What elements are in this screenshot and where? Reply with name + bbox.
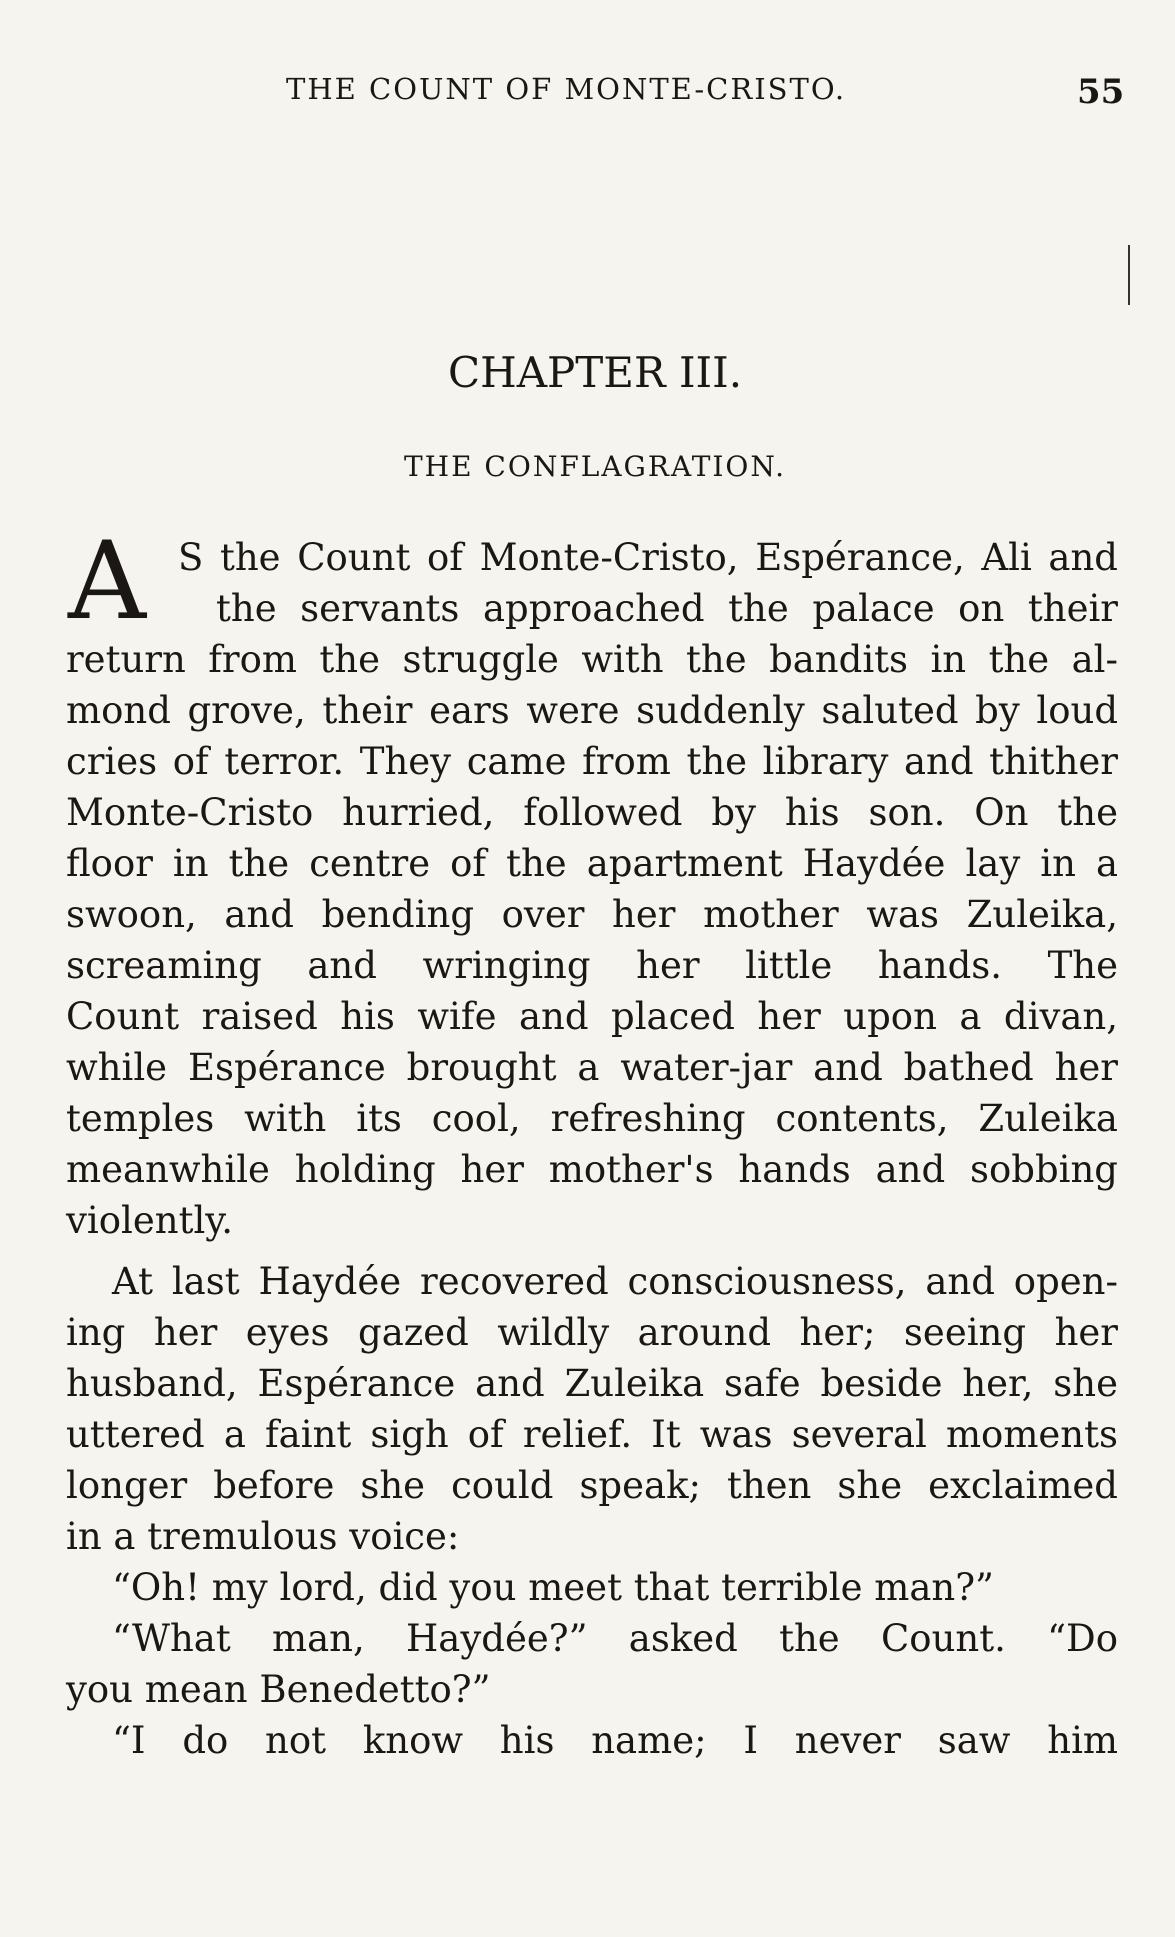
text-line: in a tremulous voice: [66,1515,460,1558]
body-text [66,519,1118,1766]
text-line: violently. [66,1199,234,1242]
text-line: return from the struggle with the bandits in the al- [66,638,1118,681]
paragraph [66,1562,1118,1613]
page-number: 55 [1077,72,1125,112]
text-line: At last Haydée recovered consciousness, and open- [112,1260,1118,1303]
chapter-subtitle: THE CONFLAGRATION. [404,450,786,483]
text-line: swoon, and bending over her mother was Zuleika, [66,893,1118,936]
text-line: uttered a faint sigh of relief. It was several moments [66,1413,1118,1456]
text-line: “Oh! my lord, did you meet that terrible man?” [112,1566,994,1609]
text-line: “What man, Haydée?” asked the Count. “Do [112,1617,1118,1660]
text-line: mond grove, their ears were suddenly saluted by loud [66,689,1118,732]
text-line: you mean Benedetto?” [66,1668,491,1711]
chapter-title: CHAPTER III. [447,348,743,397]
margin-mark [1128,245,1130,305]
paragraph [66,1613,1118,1715]
text-line: meanwhile holding her mother's hands and sobbing [66,1148,1118,1191]
drop-cap: A [68,519,146,644]
text-line: floor in the centre of the apartment Haydée lay in a [66,842,1118,885]
text-line: longer before she could speak; then she exclaimed [66,1464,1118,1507]
text-line: the servants approached the palace on their [216,587,1118,630]
text-line: while Espérance brought a water-jar and bathed her [66,1046,1118,1089]
text-line: screaming and wringing her little hands. The [66,944,1118,987]
text-line: cries of terror. They came from the library and thither [66,740,1118,783]
text-line: ing her eyes gazed wildly around her; seeing her [66,1311,1118,1354]
paragraph [66,1256,1118,1562]
text-line: husband, Espérance and Zuleika safe beside her, she [66,1362,1118,1405]
text-line: temples with its cool, refreshing contents, Zuleika [66,1097,1118,1140]
paragraph [66,519,1118,1246]
text-line: S the Count of Monte-Cristo, Espérance, Ali and [178,536,1118,579]
paragraph [66,1715,1118,1766]
text-line: “I do not know his name; I never saw him [112,1719,1118,1762]
text-line: Count raised his wife and placed her upon a divan, [66,995,1118,1038]
running-head-title: THE COUNT OF MONTE-CRISTO. [286,72,847,106]
text-line: Monte-Cristo hurried, followed by his son. On the [66,791,1118,834]
